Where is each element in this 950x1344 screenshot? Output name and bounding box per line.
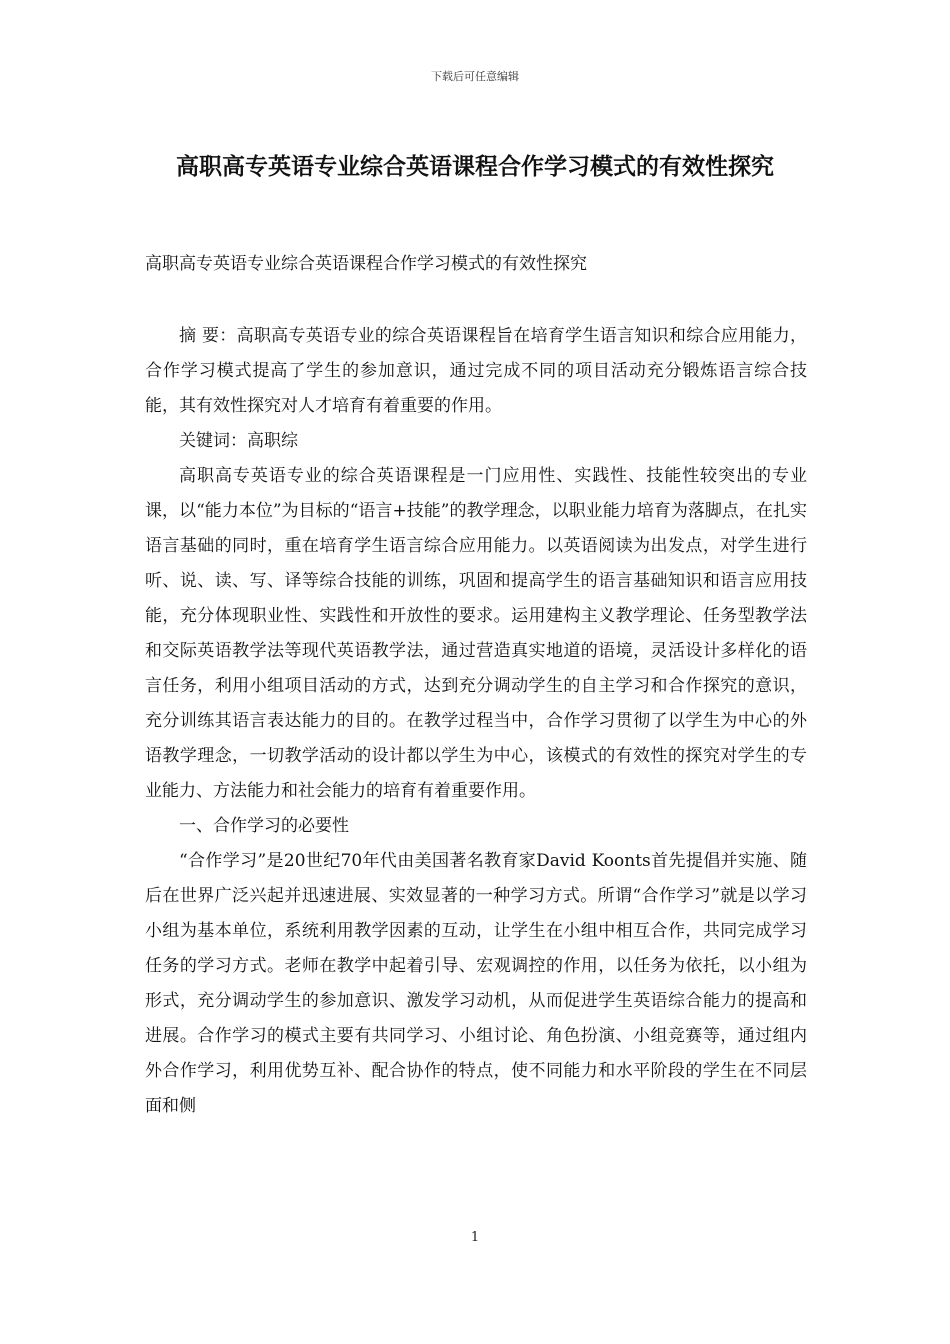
body-paragraph: 高职高专英语专业的综合英语课程是一门应用性、实践性、技能性较突出的专业课，以“能力本位”为目标的“语言+技能”的教学理念，以职业能力培育为落脚点，在扎实语言基础的同时，重在培育学生语言综合应用能力。以英语阅读为出发点，对学生进行听、说、读、写、译等综合技能的训练，巩固和提高学生的语言基础知识和语言应用技能，充分体现职业性、实践性和开放性的要求。运用建构主义教学理论、任务型教学法和交际英语教学法等现代英语教学法，通过营造真实地道的语境，灵活设计多样化的语言任务，利用小组项目活动的方式，达到充分调动学生的自主学习和合作探究的意识，充分训练其语言表达能力的目的。在教学过程当中，合作学习贯彻了以学生为中心的外语教学理念，一切教学活动的设计都以学生为中心，该模式的有效性的探究对学生的专业能力、方法能力和社会能力的培育有着重要作用。 [145,466,807,801]
document-subtitle: 高职高专英语专业综合英语课程合作学习模式的有效性探究 [145,254,587,274]
abstract-paragraph: 摘 要：高职高专英语专业的综合英语课程旨在培育学生语言知识和综合应用能力，合作学习模式提高了学生的参加意识，通过完成不同的项目活动充分锻炼语言综合技能，其有效性探究对人才培育有着重要的作用。 [145,326,807,416]
document-body [145,319,807,1124]
page-number: 1 [470,1230,480,1245]
keywords-line: 关键词：高职综 [179,431,298,451]
body-paragraph: “合作学习”是20世纪70年代由美国著名教育家David Koonts首先提倡并实施、随后在世界广泛兴起并迅速进展、实效显著的一种学习方式。所谓“合作学习”就是以学习小组为基本单位，系统利用教学因素的互动，让学生在小组中相互合作，共同完成学习任务的学习方式。老师在教学中起着引导、宏观调控的作用，以任务为依托，以小组为形式，充分调动学生的参加意识、激发学习动机，从而促进学生英语综合能力的提高和进展。合作学习的模式主要有共同学习、小组讨论、角色扮演、小组竞赛等，通过组内外合作学习，利用优势互补、配合协作的特点，使不同能力和水平阶段的学生在不同层面和侧 [145,851,807,1116]
document-title: 高职高专英语专业综合英语课程合作学习模式的有效性探究 [176,154,774,180]
header-note: 下载后可任意编辑 [431,70,519,83]
section-heading: 一、合作学习的必要性 [179,816,349,836]
